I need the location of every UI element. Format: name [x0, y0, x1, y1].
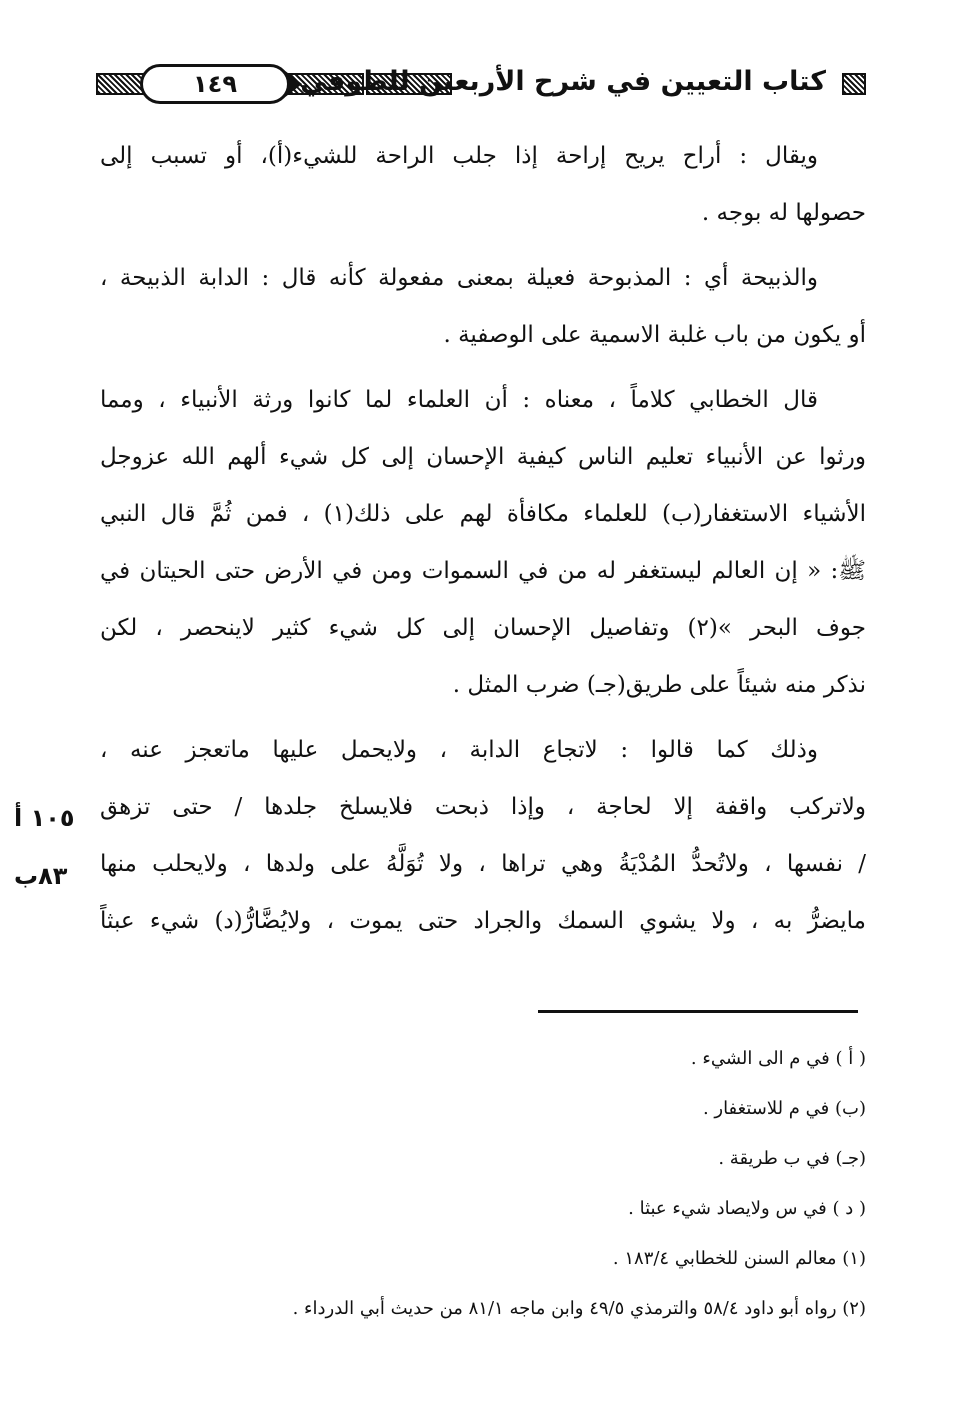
text-line: ورثوا عن الأنبياء تعليم الناس كيفية الإحسان إلى كل شيء ألهم الله عزوجل	[100, 444, 866, 470]
text-line: جوف البحر »(٢) وتفاصيل الإحسان إلى كل شيء كثير لاينحصر ، لكن	[100, 615, 866, 641]
running-title: كتاب التعيين في شرح الأربعين للطوفي	[300, 66, 826, 97]
footnote: (٢) رواه أبو داود ٥٨/٤ والترمذي ٤٩/٥ وابن ماجه ٨١/١ من حديث أبي الدرداء .	[292, 1298, 866, 1319]
text-line: ﷺ: « إن العالم ليستغفر له من في السموات ومن في الأرض حتى الحيتان في	[100, 558, 866, 584]
footnotes	[293, 1034, 866, 1334]
page-number: ١٤٩	[140, 64, 290, 104]
text-line: / نفسها ، ولاتُحدُّ المُدْيَةُ وهي تراها ، ولا تُوَلَّهُ على ولدها ، ولايحلب منها	[100, 851, 866, 877]
footnote: ( د ) في س ولايصاد شيء عبثا .	[628, 1198, 866, 1219]
text-line: قال الخطابي كلاماً ، معناه : أن العلماء لما كانوا ورثة الأنبياء ، ومما	[100, 387, 818, 413]
text-line: حصولها له بوجه .	[701, 200, 866, 226]
text-line: والذبيحة أي : المذبوحة فعيلة بمعنى مفعولة كأنه قال : الدابة الذبيحة ،	[100, 265, 818, 291]
text-line: أو يكون من باب غلبة الاسمية على الوصفية .	[443, 322, 866, 348]
page-header	[96, 66, 866, 106]
footnote: ( أ ) في م الى الشيء .	[690, 1048, 866, 1069]
text-line: نذكر منه شيئاً على طريق(جـ) ضرب المثل .	[452, 672, 866, 698]
text-line: الأشياء الاستغفار(ب) للعلماء مكافأة لهم على ذلك(١) ، فمن ثُمَّ قال النبي	[100, 501, 866, 527]
footnote: (ب) في م للاستغفار .	[702, 1098, 866, 1119]
main-text	[100, 128, 866, 950]
header-ornament-right	[842, 73, 866, 95]
footnote: (جـ) في ب طريقة .	[718, 1148, 866, 1169]
margin-folio-note: ١٠٥ أ	[14, 804, 75, 832]
text-line: ويقال : أراح يريح إراحة إذا جلب الراحة للشيء(أ)، أو تسبب إلى	[100, 143, 818, 169]
text-line: مايضرُّ به ، ولا يشوي السمك والجراد حتى يموت ، ولايُضَّارُّ(د) شيء عبثاً	[100, 908, 866, 934]
footnote: (١) معالم السنن للخطابي ١٨٣/٤ .	[612, 1248, 866, 1269]
text-line: ولاتركب واقفة إلا لحاجة ، وإذا ذبحت فلايسلخ جلدها / حتى تزهق	[100, 794, 866, 820]
footnote-separator	[538, 1010, 858, 1013]
margin-folio-note: ٨٣ب	[14, 862, 68, 890]
text-line: وذلك كما قالوا : لاتجاع الدابة ، ولايحمل عليها ماتعجز عنه ،	[100, 737, 818, 763]
